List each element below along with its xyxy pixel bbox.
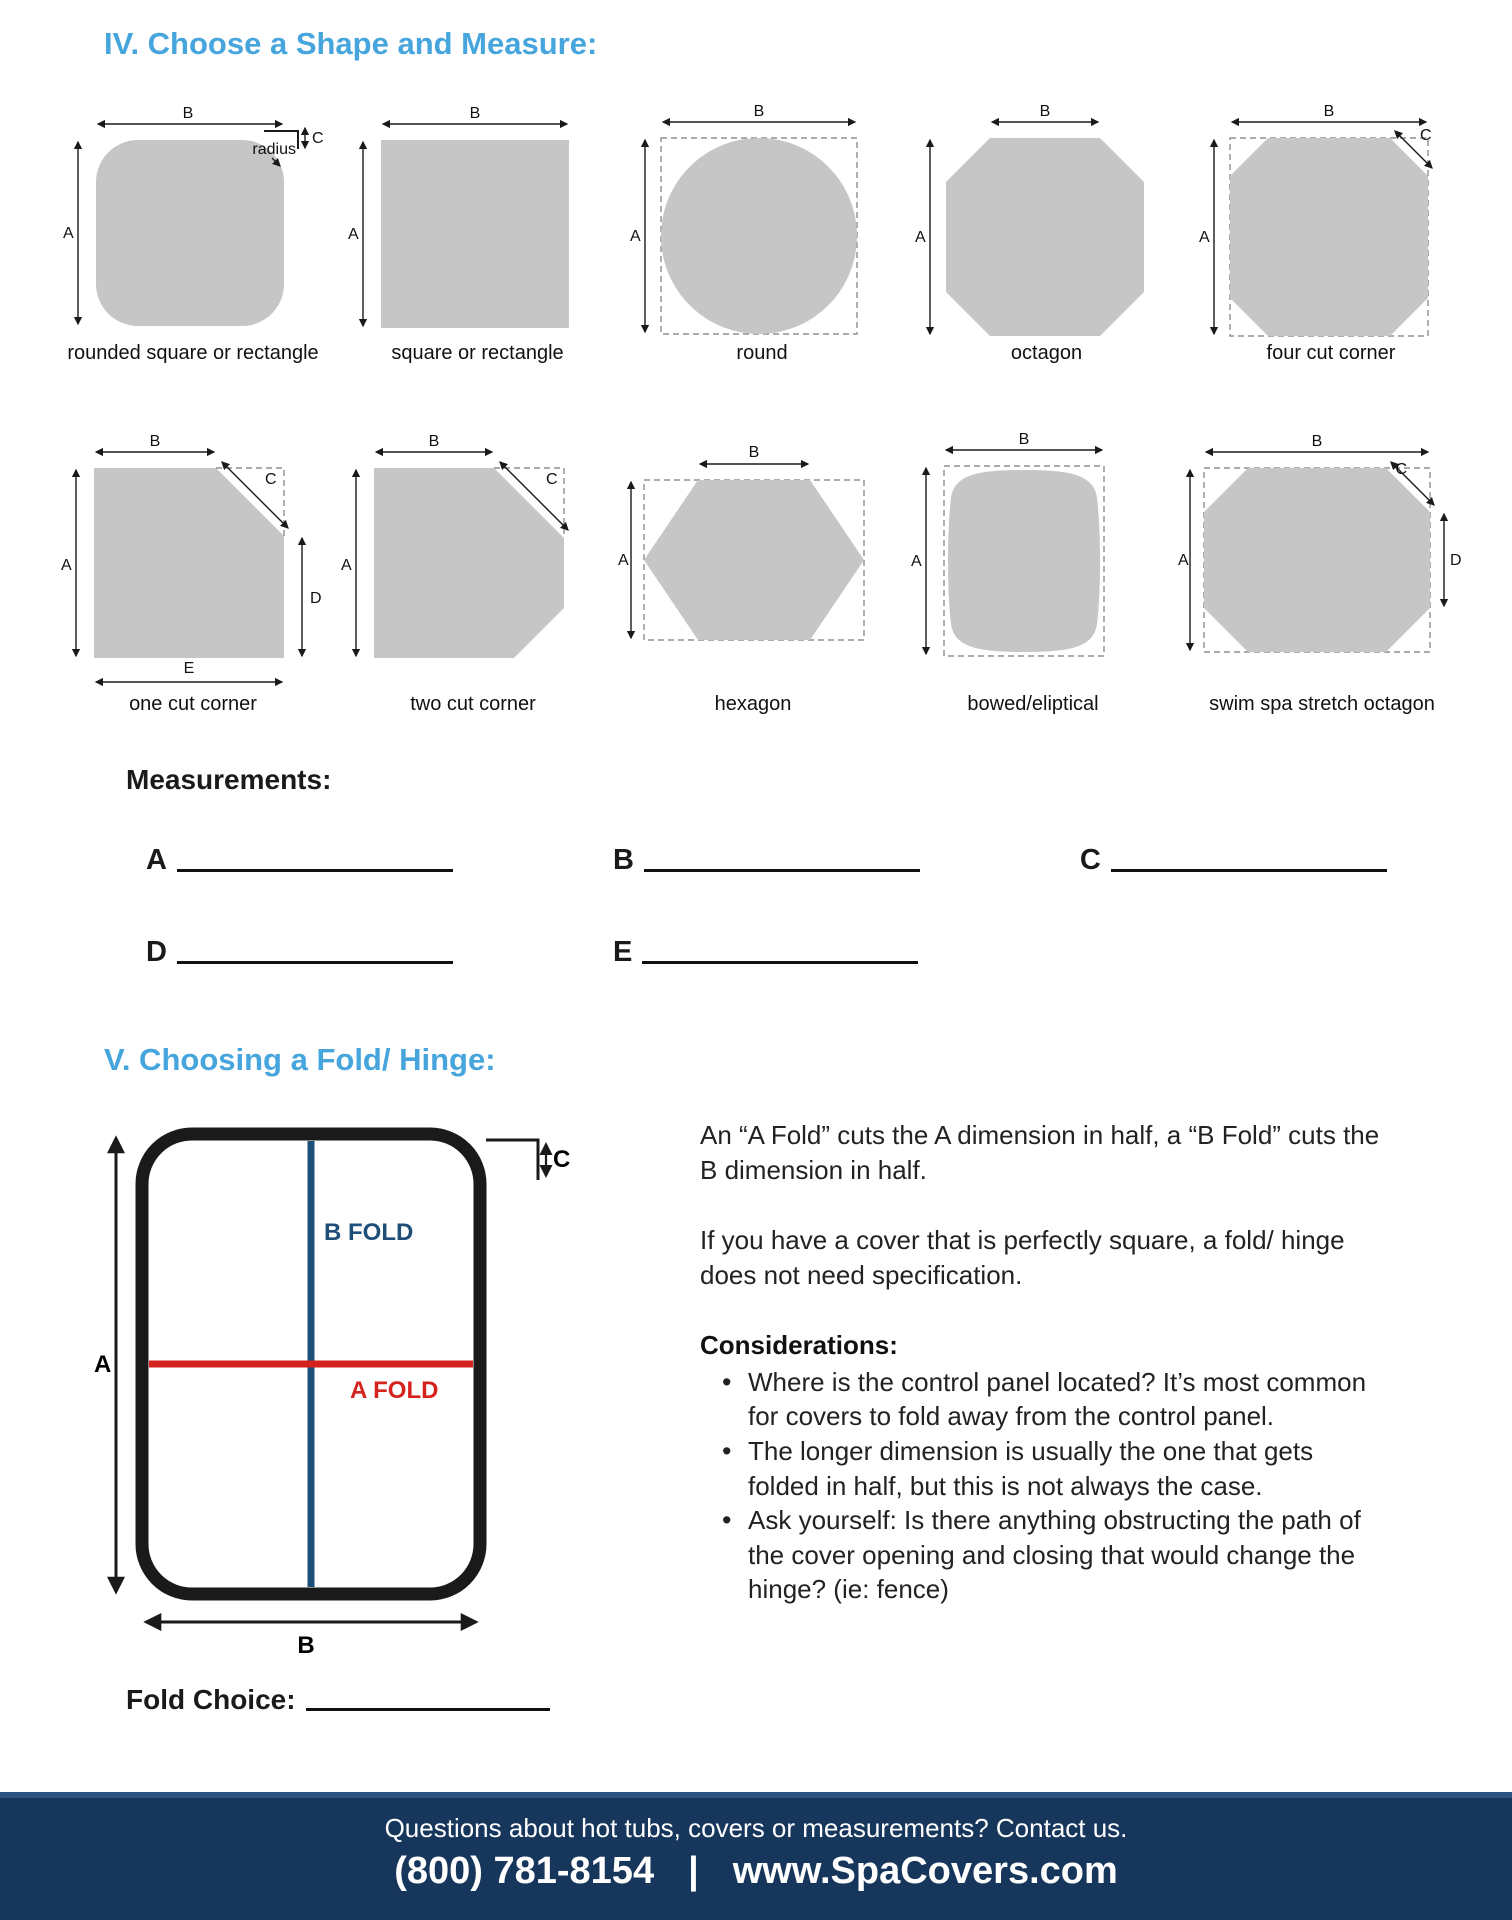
shape-outline [96,140,284,326]
dim-label-b: B [182,105,194,122]
measurements-row-1 [146,846,1387,875]
shape-outline [1230,138,1428,336]
measurement-blank-c[interactable] [1111,869,1387,872]
dim-label-e: E [183,660,195,677]
measurement-field-c [1080,846,1387,875]
shape-caption: four cut corner [1266,342,1396,364]
dim-label-d: D [1450,552,1462,569]
shape-cell-one-cut-corner [58,432,328,716]
dim-label-a: A [61,557,72,574]
shape-cell-four-cut-corner [1196,104,1466,365]
round-diagram [627,104,897,339]
shape-caption: bowed/eliptical [967,693,1099,715]
shape-outline [946,138,1144,336]
radius-label: radius [252,141,296,158]
shape-caption: rounded square or rectangle [67,342,319,364]
dim-label-b: B [1039,104,1050,120]
footer-website: www.SpaCovers.com [732,1850,1118,1892]
dim-label-b: B [469,105,480,122]
measurement-letter-e: E [612,936,633,968]
fold-choice-label: Fold Choice: [126,1684,296,1715]
fold-choice-field [126,1686,550,1714]
a-fold-label: A FOLD [350,1377,439,1404]
dim-label-a: A [911,553,922,570]
rounded-square-diagram [58,104,328,339]
dim-label-b: B [748,444,760,461]
shape-caption: one cut corner [129,693,257,715]
shapes-row-2 [58,432,1466,716]
consideration-item: • The longer dimension is usually the one that gets folded in half, but this is not always the case. [700,1434,1390,1503]
bowed-eliptical-diagram [898,432,1168,690]
footer-contact [0,1850,1512,1893]
shape-cell-bowed [898,432,1168,716]
considerations-title: Considerations: [700,1330,898,1361]
fold-diagram [92,1116,592,1676]
shape-outline [661,138,857,334]
consideration-item: • Where is the control panel located? It’s most common for covers to fold away from the control panel. [700,1365,1390,1434]
b-fold-label: B FOLD [324,1219,414,1246]
measurement-field-e [613,938,918,967]
shape-outline [644,480,864,640]
fold-explainer [700,1118,1390,1607]
dim-label-a: A [618,552,629,569]
dim-label-d: D [310,590,322,607]
measurement-field-d [146,938,453,967]
dim-label-c: C [265,471,277,488]
measurement-letter-b: B [612,844,634,876]
one-cut-corner-diagram [58,432,328,690]
dim-label-a: A [1178,552,1189,569]
footer-question: Questions about hot tubs, covers or measurements? Contact us. [384,1813,1128,1843]
dim-label-c: C [553,1146,571,1173]
dim-label-c: C [546,471,558,488]
dim-label-a: A [630,228,641,245]
shape-cell-two-cut-corner [338,432,608,716]
dim-label-a: A [341,557,352,574]
dim-label-a: A [94,1351,112,1378]
swim-spa-stretch-octagon-diagram [1178,432,1466,690]
shape-caption: octagon [1010,342,1083,364]
four-cut-corner-diagram [1196,104,1466,339]
dim-label-b: B [753,104,765,120]
dim-label-c: C [1395,461,1407,478]
square-diagram [343,104,613,339]
footer-separator: | [688,1850,699,1892]
dim-label-a: A [914,229,926,246]
shape-caption: two cut corner [410,693,536,715]
measurement-field-b [613,846,920,875]
shape-outline [948,470,1100,652]
fold-explainer-para-1: An “A Fold” cuts the A dimension in half, a “B Fold” cuts the B dimension in half. [700,1120,1380,1185]
shapes-row-1 [58,104,1466,365]
two-cut-corner-diagram [338,432,608,690]
shape-caption: hexagon [714,693,792,715]
dim-label-b: B [428,433,440,450]
measurements-row-2 [146,938,918,967]
measurement-field-a [146,846,453,875]
measurement-blank-e[interactable] [642,961,918,964]
shape-caption: round [736,342,788,364]
dim-label-a: A [347,226,359,243]
hexagon-diagram [618,432,888,690]
shape-cell-swim-spa-octagon [1178,432,1466,716]
octagon-diagram [912,104,1182,339]
shape-cell-round [627,104,897,365]
shape-outline [374,468,564,658]
shape-outline [94,468,284,658]
measurements-title: Measurements: [126,764,332,795]
dim-label-a: A [63,225,74,242]
dim-label-b: B [1018,432,1030,448]
footer-bar [0,1792,1512,1920]
dim-label-b: B [1323,104,1335,120]
dim-label-a: A [1199,229,1210,246]
section5-title: V. Choosing a Fold/ Hinge: [104,1042,496,1077]
dim-label-c: C [312,130,324,147]
shape-cell-hexagon [618,432,888,716]
measurement-letter-a: A [146,844,167,876]
shape-outline [381,140,569,328]
footer-phone: (800) 781-8154 [394,1850,655,1892]
considerations-list [700,1365,1390,1607]
measurement-blank-d[interactable] [177,961,453,964]
shape-caption: swim spa stretch octagon [1209,693,1435,715]
shape-outline [1204,468,1430,652]
fold-choice-blank[interactable] [306,1708,550,1711]
corner-bracket [486,1140,538,1180]
shape-cell-octagon [912,104,1182,365]
dim-label-b: B [149,433,161,450]
measurement-blank-b[interactable] [644,869,920,872]
shape-caption: square or rectangle [391,342,564,364]
dim-label-b: B [1311,433,1323,450]
consideration-item: • Ask yourself: Is there anything obstructing the path of the cover opening and closing that would change the hinge? (ie: fence) [700,1503,1390,1607]
fold-explainer-para-2: If you have a cover that is perfectly square, a fold/ hinge does not need specification. [700,1225,1345,1290]
dim-label-b: B [297,1632,315,1659]
measurement-letter-d: D [146,936,167,968]
section4-title: IV. Choose a Shape and Measure: [104,26,598,61]
shape-cell-square [343,104,613,365]
measurement-blank-a[interactable] [177,869,453,872]
dim-label-c: C [1420,127,1432,144]
shape-cell-rounded-square [58,104,328,365]
measurement-letter-c: C [1079,844,1101,876]
